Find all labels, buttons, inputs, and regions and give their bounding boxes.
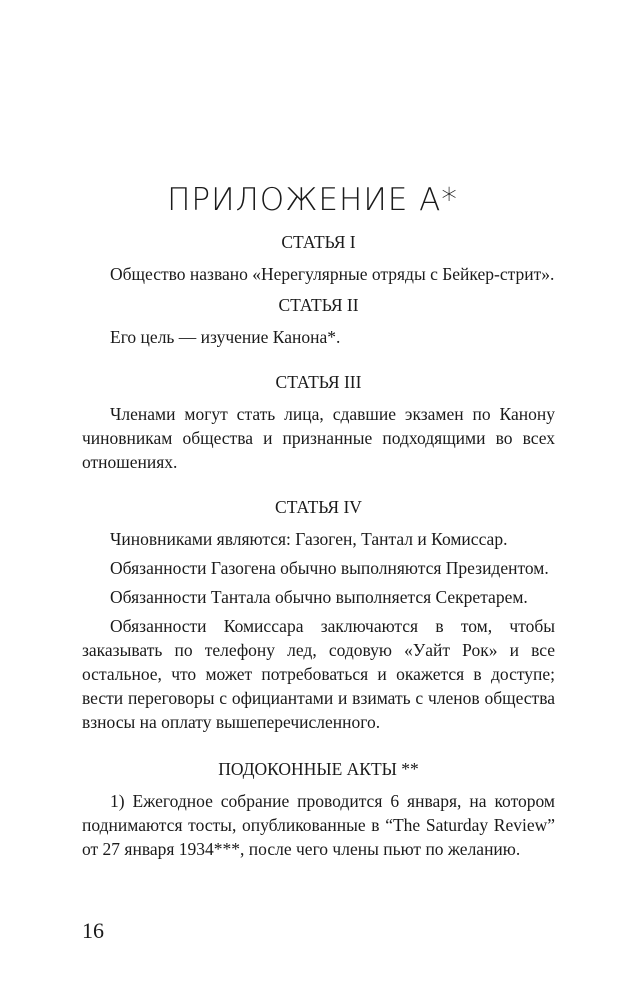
- paragraph: Чиновниками являются: Газоген, Тантал и Комиссар.: [110, 529, 508, 549]
- section-heading: СТАТЬЯ IV: [275, 497, 362, 517]
- section-article-4: [82, 495, 555, 734]
- section-heading: СТАТЬЯ III: [275, 372, 362, 392]
- section-article-3: [82, 370, 555, 474]
- section-article-1: [82, 230, 555, 286]
- paragraph: Обязанности Тантала обычно выполняется Секретарем.: [110, 587, 528, 607]
- page-content: [82, 230, 555, 866]
- page-number: 16: [82, 918, 104, 943]
- paragraph: Общество названо «Нерегулярные отряды с Бейкер-стрит».: [110, 264, 555, 284]
- section-heading: СТАТЬЯ I: [281, 232, 356, 252]
- section-heading: ПОДОКОННЫЕ АКТЫ **: [218, 759, 419, 779]
- paragraph: Обязанности Газогена обычно выполняются Президентом.: [110, 558, 549, 578]
- paragraph: Членами могут стать лица, сдавшие экзамен по Канону чиновникам общества и признанные подходящими во всех отношениях.: [82, 404, 555, 472]
- paragraph: Обязанности Комиссара заключаются в том, чтобы заказывать по телефону лед, содовую «Уайт Рок» и все остальное, что может потребоваться и окажется в доступе; вести переговоры с официантами и взимать с членов общества взносы на оплату вышеперечисленного.: [82, 616, 555, 732]
- section-article-2: [82, 293, 555, 349]
- paragraph: Его цель — изучение Канона*.: [110, 327, 341, 347]
- section-bylaws: [82, 757, 555, 861]
- paragraph: 1) Ежегодное собрание проводится 6 января, на котором поднимаются тосты, опубликованные в “The Saturday Review” от 27 января 1934***, после чего члены пьют по желанию.: [82, 791, 555, 859]
- page-title: ПРИЛОЖЕНИЕ А*: [167, 182, 458, 218]
- section-heading: СТАТЬЯ II: [278, 295, 359, 315]
